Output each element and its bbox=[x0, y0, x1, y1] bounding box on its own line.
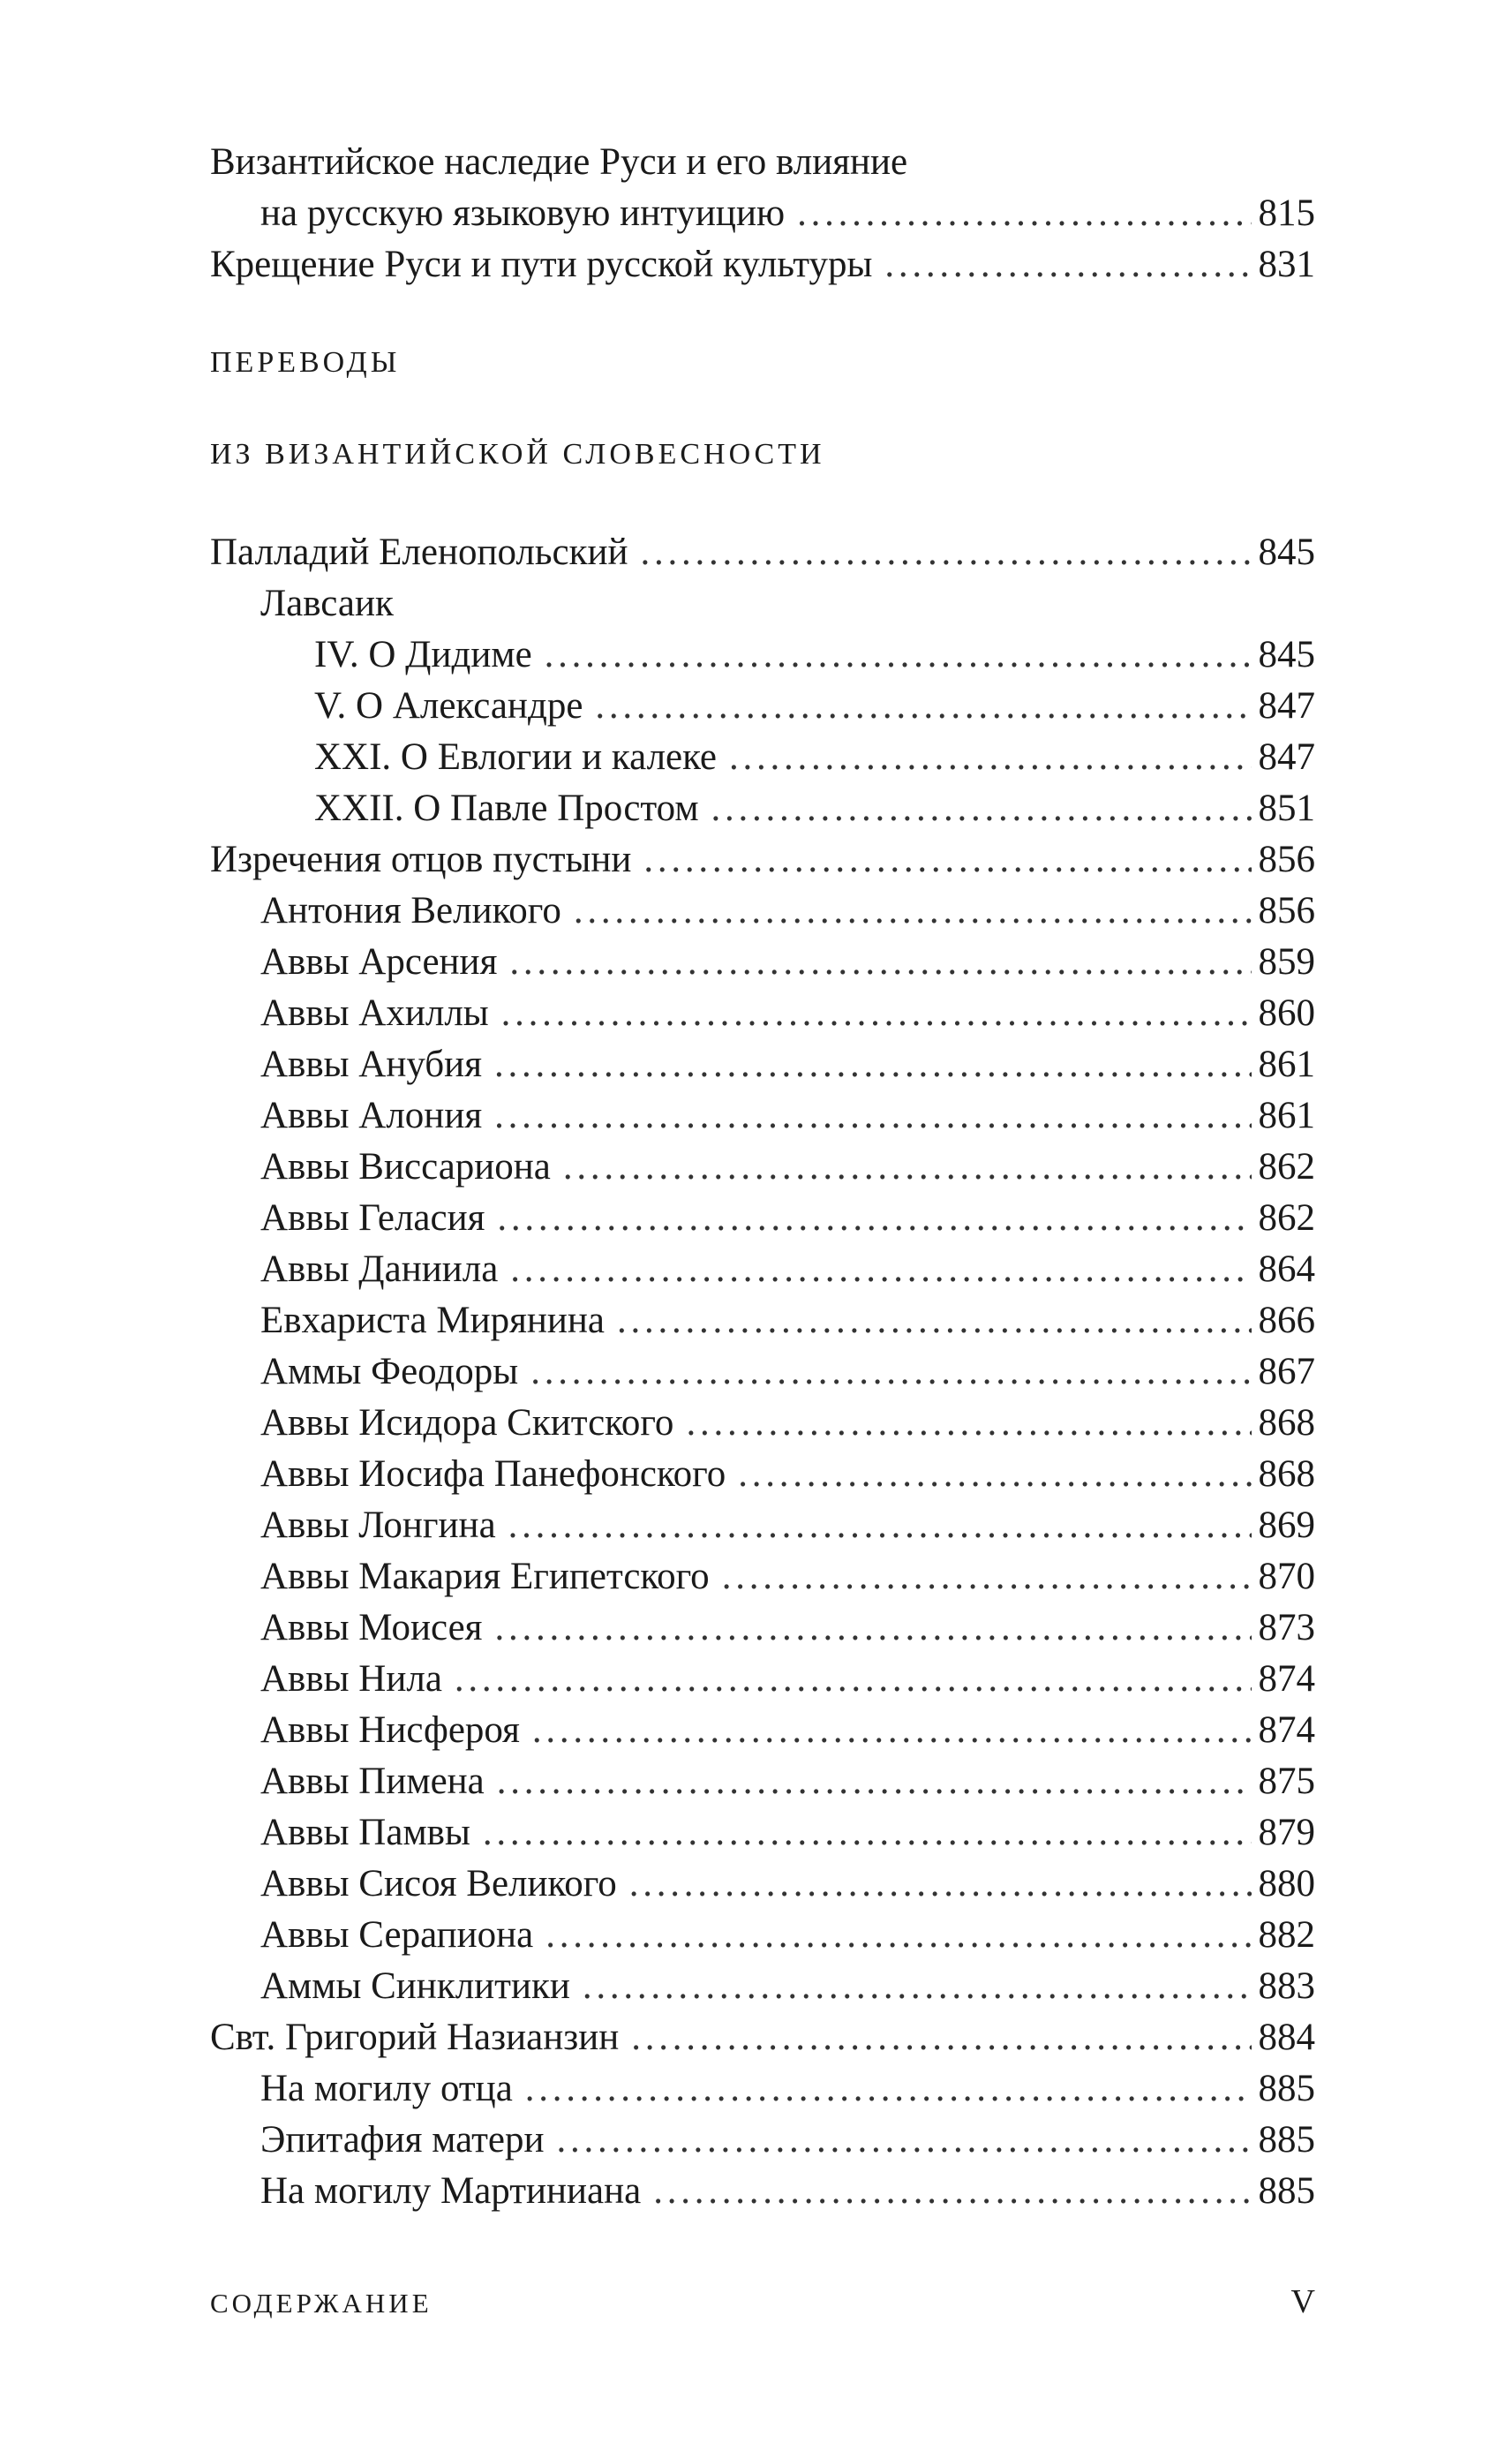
toc-entry-title: Аввы Виссариона bbox=[260, 1146, 551, 1188]
toc-leader-dots bbox=[641, 527, 1252, 578]
toc-leader-dots bbox=[497, 1756, 1252, 1807]
toc-leader-dots bbox=[729, 732, 1251, 783]
toc-page-number: 874 bbox=[1258, 1658, 1315, 1700]
toc-entry-list bbox=[210, 527, 1315, 2217]
toc-entry-title: Аввы Макария Египетского bbox=[260, 1556, 710, 1597]
toc-entry[interactable] bbox=[210, 1961, 1315, 2012]
toc-page-number: 859 bbox=[1258, 941, 1315, 983]
toc-leader-dots bbox=[653, 2166, 1251, 2217]
toc-entry-title: на русскую языковую интуицию bbox=[260, 192, 786, 234]
toc-entry[interactable] bbox=[210, 1859, 1315, 1910]
toc-page-number: 861 bbox=[1258, 1095, 1315, 1136]
toc-entry[interactable] bbox=[210, 1551, 1315, 1603]
toc-entry-title: Аввы Памвы bbox=[260, 1812, 470, 1853]
toc-page-number: 875 bbox=[1258, 1761, 1315, 1802]
toc-entry-title: Аввы Арсения bbox=[260, 941, 498, 983]
toc-entry[interactable] bbox=[210, 630, 1315, 681]
toc-leader-dots bbox=[595, 681, 1251, 732]
toc-page-number: 882 bbox=[1258, 1914, 1315, 1956]
toc-entry[interactable] bbox=[210, 1603, 1315, 1654]
toc-entry-title: Аввы Иосифа Панефонского bbox=[260, 1453, 726, 1495]
toc-page-number: 815 bbox=[1258, 192, 1315, 234]
table-of-contents bbox=[210, 137, 1315, 2217]
toc-entry[interactable] bbox=[210, 527, 1315, 578]
toc-entry[interactable] bbox=[210, 1244, 1315, 1295]
toc-leader-dots bbox=[884, 239, 1251, 290]
toc-entry-title: Аввы Лонгина bbox=[260, 1505, 496, 1546]
toc-leader-dots bbox=[494, 1090, 1251, 1142]
toc-entry[interactable] bbox=[210, 1295, 1315, 1346]
toc-leader-dots bbox=[617, 1295, 1252, 1346]
toc-page-number: 851 bbox=[1258, 788, 1315, 829]
toc-entry[interactable] bbox=[210, 732, 1315, 783]
toc-leader-dots bbox=[545, 1910, 1251, 1961]
toc-page-number: 874 bbox=[1258, 1709, 1315, 1751]
toc-entry-title: Крещение Руси и пути русской культуры bbox=[210, 244, 873, 285]
toc-entry-title: Евхариста Мирянина bbox=[260, 1300, 605, 1341]
toc-page-number: 847 bbox=[1258, 685, 1315, 727]
toc-leader-dots bbox=[545, 630, 1252, 681]
toc-entry[interactable] bbox=[210, 783, 1315, 834]
toc-entry-title: Аввы Пимена bbox=[260, 1761, 485, 1802]
toc-leader-dots bbox=[583, 1961, 1252, 2012]
toc-leader-dots bbox=[532, 1705, 1252, 1756]
toc-entry-title: Антония Великого bbox=[260, 890, 561, 931]
page-folio: V bbox=[1290, 2283, 1315, 2320]
toc-entry[interactable] bbox=[210, 1500, 1315, 1551]
toc-leader-dots bbox=[563, 1142, 1252, 1193]
toc-entry-title: Аввы Анубия bbox=[260, 1044, 482, 1085]
toc-entry-title: Аввы Нила bbox=[260, 1658, 442, 1700]
toc-leader-dots bbox=[497, 1193, 1251, 1244]
toc-entry[interactable] bbox=[210, 1346, 1315, 1398]
toc-entry-title: Аввы Сисоя Великого bbox=[260, 1863, 617, 1904]
toc-entry[interactable] bbox=[210, 1090, 1315, 1142]
toc-leader-dots bbox=[494, 1039, 1252, 1090]
toc-entry[interactable] bbox=[210, 1142, 1315, 1193]
toc-page-number: 869 bbox=[1258, 1505, 1315, 1546]
running-head: СОДЕРЖАНИЕ bbox=[210, 2288, 433, 2319]
toc-leader-dots bbox=[631, 2012, 1251, 2063]
toc-page-number: 885 bbox=[1258, 2068, 1315, 2109]
toc-entry[interactable] bbox=[210, 1449, 1315, 1500]
toc-page-number: 862 bbox=[1258, 1146, 1315, 1188]
toc-leader-dots bbox=[494, 1603, 1251, 1654]
toc-entry[interactable] bbox=[210, 886, 1315, 937]
toc-entry-title: IV. О Дидиме bbox=[314, 634, 532, 675]
toc-leader-dots bbox=[797, 188, 1251, 239]
toc-page-number: 885 bbox=[1258, 2119, 1315, 2161]
toc-entry[interactable] bbox=[210, 2166, 1315, 2217]
toc-page-number: 884 bbox=[1258, 2017, 1315, 2058]
toc-leader-dots bbox=[738, 1449, 1251, 1500]
toc-entry[interactable] bbox=[210, 1193, 1315, 1244]
toc-page-number: 867 bbox=[1258, 1351, 1315, 1392]
toc-entry-title: Свт. Григорий Назианзин bbox=[210, 2017, 620, 2058]
toc-entry-title: XXI. О Евлогии и калеке bbox=[314, 736, 718, 778]
toc-entry[interactable] bbox=[210, 1039, 1315, 1090]
toc-page-number: 873 bbox=[1258, 1607, 1315, 1648]
toc-entry-title: Эпитафия матери bbox=[260, 2119, 545, 2161]
toc-entry-title: V. О Александре bbox=[314, 685, 583, 727]
toc-entry[interactable] bbox=[210, 834, 1315, 886]
toc-entry-title: Аммы Феодоры bbox=[260, 1351, 519, 1392]
toc-leader-dots bbox=[643, 834, 1251, 886]
toc-page-number: 862 bbox=[1258, 1197, 1315, 1239]
toc-entry-title: Аввы Серапиона bbox=[260, 1914, 534, 1956]
toc-page-number: 845 bbox=[1258, 532, 1315, 573]
toc-leader-dots bbox=[509, 937, 1251, 988]
toc-entry-title: На могилу отца bbox=[260, 2068, 513, 2109]
toc-leader-dots bbox=[508, 1500, 1252, 1551]
toc-entry-title: Палладий Еленопольский bbox=[210, 532, 628, 573]
section-heading-byzantine: ИЗ ВИЗАНТИЙСКОЙ СЛОВЕСНОСТИ bbox=[210, 438, 825, 471]
page-footer bbox=[210, 2282, 1315, 2321]
toc-page-number: 868 bbox=[1258, 1453, 1315, 1495]
toc-page-number: 864 bbox=[1258, 1248, 1315, 1290]
toc-page-number: 856 bbox=[1258, 839, 1315, 880]
toc-leader-dots bbox=[711, 783, 1252, 834]
toc-entry[interactable] bbox=[210, 681, 1315, 732]
toc-page-number: 845 bbox=[1258, 634, 1315, 675]
toc-entry[interactable] bbox=[210, 2063, 1315, 2115]
toc-entry-title: Аввы Даниила bbox=[260, 1248, 499, 1290]
toc-entry-title: Аввы Исидора Скитского bbox=[260, 1402, 674, 1444]
toc-page-number: 866 bbox=[1258, 1300, 1315, 1341]
toc-page-number: 847 bbox=[1258, 736, 1315, 778]
toc-entry[interactable] bbox=[210, 239, 1315, 290]
toc-page-number: 870 bbox=[1258, 1556, 1315, 1597]
toc-entry[interactable] bbox=[210, 1910, 1315, 1961]
toc-page-number: 831 bbox=[1258, 244, 1315, 285]
toc-leader-dots bbox=[525, 2063, 1252, 2115]
toc-leader-dots bbox=[574, 886, 1252, 937]
toc-page-number: 856 bbox=[1258, 890, 1315, 931]
toc-entry-title: Аввы Нисфероя bbox=[260, 1709, 520, 1751]
toc-entry-title: Аввы Алония bbox=[260, 1095, 483, 1136]
toc-page-number: 885 bbox=[1258, 2170, 1315, 2212]
toc-page-number: 861 bbox=[1258, 1044, 1315, 1085]
toc-leader-dots bbox=[455, 1654, 1252, 1705]
toc-entry-title: На могилу Мартиниана bbox=[260, 2170, 642, 2212]
toc-entry[interactable] bbox=[210, 2115, 1315, 2166]
toc-entry[interactable] bbox=[210, 988, 1315, 1039]
toc-entry[interactable] bbox=[210, 1756, 1315, 1807]
toc-page-number: 868 bbox=[1258, 1402, 1315, 1444]
toc-entry-title: Аввы Ахиллы bbox=[260, 992, 489, 1034]
toc-entry[interactable] bbox=[210, 937, 1315, 988]
toc-entry-title: Аввы Геласия bbox=[260, 1197, 485, 1239]
toc-entry-title: Изречения отцов пустыни bbox=[210, 839, 632, 880]
toc-entry[interactable] bbox=[210, 1398, 1315, 1449]
toc-entry-title-line: Византийское наследие Руси и его влияние bbox=[210, 141, 908, 183]
toc-entry[interactable] bbox=[210, 1654, 1315, 1705]
toc-leader-dots bbox=[722, 1551, 1252, 1603]
toc-subheading: Лавсаик bbox=[260, 583, 394, 624]
toc-page-number: 860 bbox=[1258, 992, 1315, 1034]
section-heading-translations: ПЕРЕВОДЫ bbox=[210, 346, 401, 379]
toc-leader-dots bbox=[530, 1346, 1251, 1398]
toc-leader-dots bbox=[557, 2115, 1252, 2166]
toc-entry[interactable] bbox=[210, 1807, 1315, 1859]
toc-page-number: 883 bbox=[1258, 1965, 1315, 2007]
toc-entry-title: Аммы Синклитики bbox=[260, 1965, 570, 2007]
toc-leader-dots bbox=[686, 1398, 1251, 1449]
toc-entry-title: XXII. О Павле Простом bbox=[314, 788, 699, 829]
toc-entry-title: Аввы Моисея bbox=[260, 1607, 483, 1648]
toc-entry[interactable] bbox=[210, 1705, 1315, 1756]
toc-page-number: 880 bbox=[1258, 1863, 1315, 1904]
toc-leader-dots bbox=[483, 1807, 1252, 1859]
toc-leader-dots bbox=[501, 988, 1252, 1039]
toc-leader-dots bbox=[510, 1244, 1251, 1295]
toc-leader-dots bbox=[629, 1859, 1252, 1910]
toc-page-number: 879 bbox=[1258, 1812, 1315, 1853]
toc-entry[interactable] bbox=[210, 2012, 1315, 2063]
toc-entry[interactable] bbox=[210, 188, 1315, 239]
